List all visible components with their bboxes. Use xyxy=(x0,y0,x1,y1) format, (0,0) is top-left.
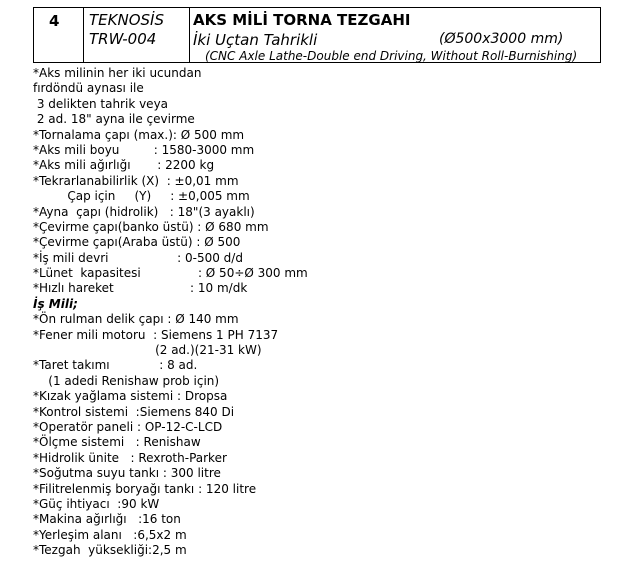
english-description: (CNC Axle Lathe-Double end Driving, Without Roll-Burnishing) xyxy=(205,49,578,63)
spec-line: *Tornalama çapı (max.): Ø 500 mm xyxy=(33,127,245,142)
maker-block xyxy=(89,11,164,49)
spec-line: *Hidrolik ünite : Rexroth-Parker xyxy=(33,450,227,465)
spec-list xyxy=(33,66,308,559)
spec-line: *Tezgah yüksekliği:2,5 m xyxy=(33,543,187,558)
spec-line: *Ölçme sistemi : Renishaw xyxy=(33,435,201,450)
header-box xyxy=(33,7,601,63)
spec-line: *Fener mili motoru : Siemens 1 PH 7137 xyxy=(33,327,279,342)
spec-line: (2 ad.)(21-31 kW) xyxy=(33,343,262,358)
machine-title: AKS MİLİ TORNA TEZGAHI xyxy=(193,11,411,29)
spec-line: *Çevirme çapı(Araba üstü) : Ø 500 xyxy=(33,235,241,250)
spec-line: *Makina ağırlığı :16 ton xyxy=(33,512,181,527)
spec-line: *Kızak yağlama sistemi : Dropsa xyxy=(33,389,228,404)
spec-line: *Tekrarlanabilirlik (X) : ±0,01 mm xyxy=(33,173,239,188)
spec-line: *Çevirme çapı(banko üstü) : Ø 680 mm xyxy=(33,219,269,234)
model-code: TRW-004 xyxy=(89,30,157,48)
spec-line: İş Mili; xyxy=(33,296,78,311)
spec-line: *Taret takımı : 8 ad. xyxy=(33,358,198,373)
spec-line: *Aks milinin her iki ucundan xyxy=(33,66,202,80)
item-number: 4 xyxy=(49,12,60,30)
spec-line: *Kontrol sistemi :Siemens 840 Di xyxy=(33,404,235,419)
spec-line: fırdöndü aynası ile xyxy=(33,81,144,96)
spec-line: *Ön rulman delik çapı : Ø 140 mm xyxy=(33,312,239,327)
spec-line: 3 delikten tahrik veya xyxy=(33,96,169,111)
spec-line: *Filitrelenmiş boryağı tankı : 120 litre xyxy=(33,481,257,496)
header-divider xyxy=(83,8,84,62)
machine-subtitle: İki Uçtan Tahrikli xyxy=(193,31,318,49)
spec-line: Çap için (Y) : ±0,005 mm xyxy=(33,189,250,204)
spec-line: *Soğutma suyu tankı : 300 litre xyxy=(33,466,221,481)
spec-line: *Ayna çapı (hidrolik) : 18"(3 ayaklı) xyxy=(33,204,255,219)
spec-line: *Operatör paneli : OP-12-C-LCD xyxy=(33,419,223,434)
maker-name: TEKNOSİS xyxy=(89,11,164,29)
spec-line: *Yerleşim alanı :6,5x2 m xyxy=(33,527,187,542)
spec-line: *İş mili devri : 0-500 d/d xyxy=(33,250,243,265)
spec-line: *Lünet kapasitesi : Ø 50÷Ø 300 mm xyxy=(33,266,308,281)
spec-line: *Güç ihtiyacı :90 kW xyxy=(33,496,160,511)
spec-line: *Hızlı hareket : 10 m/dk xyxy=(33,281,248,296)
spec-line: 2 ad. 18" ayna ile çevirme xyxy=(33,112,195,127)
spec-line: *Aks mili boyu : 1580-3000 mm xyxy=(33,142,255,157)
header-divider xyxy=(189,8,190,62)
machine-dimensions: (Ø500x3000 mm) xyxy=(439,31,564,47)
spec-line: (1 adedi Renishaw prob için) xyxy=(33,373,220,388)
spec-line: *Aks mili ağırlığı : 2200 kg xyxy=(33,158,215,173)
